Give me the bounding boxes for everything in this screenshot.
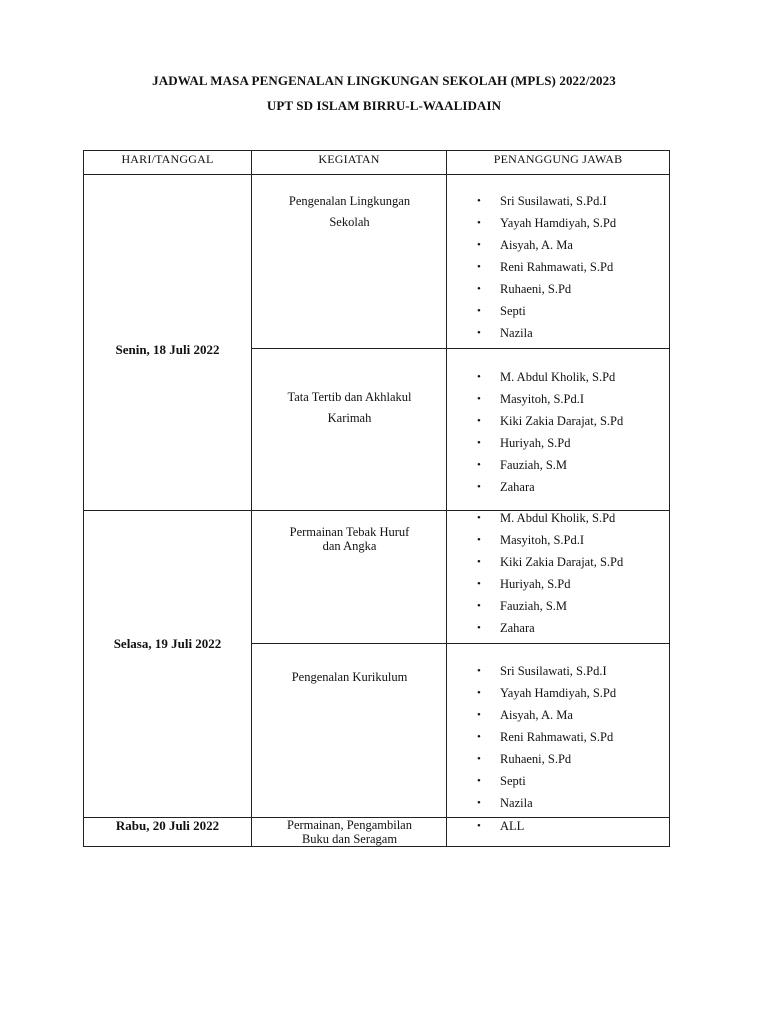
list-item: • Zahara: [449, 617, 667, 639]
activity-line: dan Angka: [322, 539, 377, 553]
bullet-icon: •: [477, 534, 481, 546]
bullet-icon: •: [477, 195, 481, 207]
activity-line: Tata Tertib dan Akhlakul: [287, 390, 412, 404]
list-item: • Yayah Hamdiyah, S.Pd: [449, 682, 667, 704]
bullet-icon: •: [477, 327, 481, 339]
bullet-icon: •: [477, 393, 481, 405]
list-item: • Septi: [449, 300, 667, 322]
activity-line: Pengenalan Kurikulum: [291, 670, 408, 684]
person-list: [449, 815, 667, 837]
header-penanggung-jawab: PENANGGUNG JAWAB: [493, 152, 623, 166]
document-subtitle: UPT SD ISLAM BIRRU-L-WAALIDAIN: [266, 98, 502, 113]
header-kegiatan: KEGIATAN: [318, 152, 380, 166]
header-hari-tanggal: HARI/TANGGAL: [121, 152, 214, 166]
table-header-divider: [83, 174, 670, 175]
bullet-icon: •: [477, 371, 481, 383]
bullet-icon: •: [477, 753, 481, 765]
person-list: [449, 190, 667, 344]
activity-line: Karimah: [327, 411, 372, 425]
table-border-right: [669, 150, 670, 847]
list-item: • Masyitoh, S.Pd.I: [449, 388, 667, 410]
activity-cell: [253, 818, 446, 846]
list-item: • Reni Rahmawati, S.Pd: [449, 256, 667, 278]
bullet-icon: •: [477, 665, 481, 677]
list-item: • Sri Susilawati, S.Pd.I: [449, 660, 667, 682]
activity-cell: [253, 667, 446, 688]
activity-cell: [253, 387, 446, 429]
day-cell: Selasa, 19 Juli 2022: [113, 636, 222, 651]
activity-line: Permainan, Pengambilan: [287, 818, 412, 832]
table-border-left: [83, 150, 84, 847]
activity-line: Buku dan Seragam: [301, 832, 398, 846]
day-cell: Senin, 18 Juli 2022: [115, 342, 220, 357]
list-item: • M. Abdul Kholik, S.Pd: [449, 366, 667, 388]
bullet-icon: •: [477, 239, 481, 251]
list-item: • Ruhaeni, S.Pd: [449, 748, 667, 770]
list-item: • Masyitoh, S.Pd.I: [449, 529, 667, 551]
bullet-icon: •: [477, 600, 481, 612]
bullet-icon: •: [477, 687, 481, 699]
list-item: • Huriyah, S.Pd: [449, 432, 667, 454]
list-item: • Kiki Zakia Darajat, S.Pd: [449, 410, 667, 432]
activity-line: Sekolah: [329, 215, 370, 229]
bullet-icon: •: [477, 481, 481, 493]
bullet-icon: •: [477, 709, 481, 721]
activity-line: Pengenalan Lingkungan: [288, 194, 411, 208]
list-item: • Fauziah, S.M: [449, 454, 667, 476]
table-row-divider: [251, 348, 670, 349]
person-list: [449, 507, 667, 639]
table-border-top: [83, 150, 670, 151]
bullet-icon: •: [477, 512, 481, 524]
list-item: • Sri Susilawati, S.Pd.I: [449, 190, 667, 212]
bullet-icon: •: [477, 731, 481, 743]
activity-cell: [253, 191, 446, 233]
list-item: • Zahara: [449, 476, 667, 498]
bullet-icon: •: [477, 797, 481, 809]
bullet-icon: •: [477, 217, 481, 229]
table-row-divider: [251, 643, 670, 644]
bullet-icon: •: [477, 622, 481, 634]
list-item: • Nazila: [449, 792, 667, 814]
bullet-icon: •: [477, 415, 481, 427]
table-column-divider: [446, 150, 447, 847]
list-item: • Reni Rahmawati, S.Pd: [449, 726, 667, 748]
bullet-icon: •: [477, 437, 481, 449]
list-item: • Kiki Zakia Darajat, S.Pd: [449, 551, 667, 573]
table-border-bottom: [83, 846, 670, 847]
list-item: • Ruhaeni, S.Pd: [449, 278, 667, 300]
bullet-icon: •: [477, 459, 481, 471]
list-item: • Nazila: [449, 322, 667, 344]
list-item: • Aisyah, A. Ma: [449, 704, 667, 726]
list-item: • Aisyah, A. Ma: [449, 234, 667, 256]
document-title: JADWAL MASA PENGENALAN LINGKUNGAN SEKOLAH (MPLS) 2022/2023: [152, 73, 616, 88]
table-column-divider: [251, 150, 252, 847]
bullet-icon: •: [477, 305, 481, 317]
activity-line: Permainan Tebak Huruf: [289, 525, 410, 539]
list-item: • Septi: [449, 770, 667, 792]
activity-cell: [253, 525, 446, 553]
bullet-icon: •: [477, 578, 481, 590]
bullet-icon: •: [477, 775, 481, 787]
bullet-icon: •: [477, 820, 481, 832]
person-list: [449, 660, 667, 814]
bullet-icon: •: [477, 261, 481, 273]
person-list: [449, 366, 667, 498]
list-item: • Huriyah, S.Pd: [449, 573, 667, 595]
list-item: • M. Abdul Kholik, S.Pd: [449, 507, 667, 529]
list-item: • ALL: [449, 815, 667, 837]
bullet-icon: •: [477, 283, 481, 295]
bullet-icon: •: [477, 556, 481, 568]
list-item: • Yayah Hamdiyah, S.Pd: [449, 212, 667, 234]
list-item: • Fauziah, S.M: [449, 595, 667, 617]
day-cell: Rabu, 20 Juli 2022: [115, 818, 220, 833]
